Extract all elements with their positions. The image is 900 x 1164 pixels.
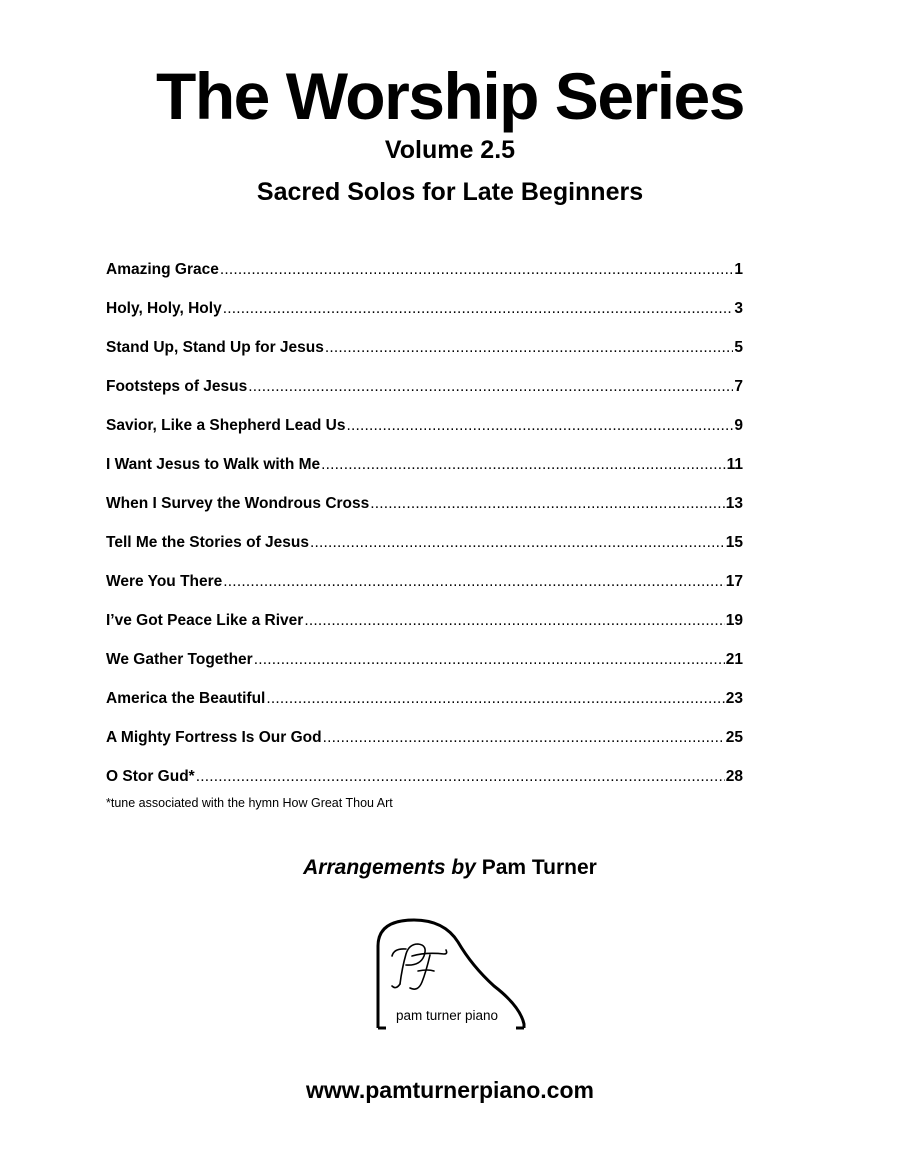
toc-entry xyxy=(106,376,743,415)
toc-leader-dots xyxy=(370,493,724,515)
table-of-contents xyxy=(106,259,743,805)
toc-entry-title: Amazing Grace xyxy=(106,261,219,278)
toc-entry-title: Were You There xyxy=(106,573,223,590)
toc-leader-dots xyxy=(254,649,725,671)
toc-entry-title: Stand Up, Stand Up for Jesus xyxy=(106,339,324,356)
toc-entry xyxy=(106,649,743,688)
arranger-name: Pam Turner xyxy=(481,856,597,879)
arranger-prefix: Arrangements by xyxy=(303,856,476,879)
toc-entry-title: A Mighty Fortress Is Our God xyxy=(106,729,322,746)
toc-leader-dots xyxy=(304,610,724,632)
toc-leader-dots xyxy=(248,376,733,398)
toc-entry xyxy=(106,298,743,337)
toc-entry-page: 17 xyxy=(725,573,743,590)
toc-entry-page: 7 xyxy=(734,378,743,395)
toc-entry xyxy=(106,532,743,571)
toc-leader-dots xyxy=(310,532,725,554)
toc-entry-title: Tell Me the Stories of Jesus xyxy=(106,534,309,551)
toc-entry-page: 23 xyxy=(725,690,743,707)
toc-entry-page: 9 xyxy=(734,417,743,434)
pt-monogram-icon xyxy=(392,944,447,989)
toc-entry xyxy=(106,337,743,376)
toc-entry-page: 13 xyxy=(725,495,743,512)
toc-entry-title: We Gather Together xyxy=(106,651,253,668)
toc-entry-title: I’ve Got Peace Like a River xyxy=(106,612,304,629)
volume-label: Volume 2.5 xyxy=(384,136,516,164)
pam-turner-piano-logo xyxy=(372,916,532,1032)
toc-entry-page: 5 xyxy=(734,339,743,356)
toc-entry-page: 11 xyxy=(726,456,743,473)
toc-entry-title: O Stor Gud* xyxy=(106,768,195,785)
toc-entry xyxy=(106,454,743,493)
toc-entry-title: Savior, Like a Shepherd Lead Us xyxy=(106,417,346,434)
arranger-credit xyxy=(0,854,900,882)
toc-entry xyxy=(106,727,743,766)
toc-entry-title: Footsteps of Jesus xyxy=(106,378,248,395)
toc-leader-dots xyxy=(346,415,733,437)
toc-leader-dots xyxy=(266,688,724,710)
toc-leader-dots xyxy=(223,298,734,320)
toc-entry-title: Holy, Holy, Holy xyxy=(106,300,222,317)
toc-entry xyxy=(106,259,743,298)
toc-entry xyxy=(106,415,743,454)
toc-entry-title: When I Survey the Wondrous Cross xyxy=(106,495,370,512)
logo-text: pam turner piano xyxy=(395,1008,499,1023)
footnote: *tune associated with the hymn How Great Thou Art xyxy=(106,796,393,810)
toc-entry-title: America the Beautiful xyxy=(106,690,266,707)
subtitle: Sacred Solos for Late Beginners xyxy=(256,178,644,206)
website-url: www.pamturnerpiano.com xyxy=(306,1077,594,1103)
toc-leader-dots xyxy=(196,766,725,788)
toc-entry-page: 19 xyxy=(725,612,743,629)
toc-leader-dots xyxy=(323,727,725,749)
toc-entry xyxy=(106,493,743,532)
toc-leader-dots xyxy=(321,454,725,476)
toc-entry xyxy=(106,571,743,610)
toc-entry-page: 1 xyxy=(734,261,743,278)
toc-leader-dots xyxy=(220,259,734,281)
toc-entry xyxy=(106,610,743,649)
toc-leader-dots xyxy=(223,571,724,593)
toc-leader-dots xyxy=(325,337,733,359)
page-title: The Worship Series xyxy=(156,59,744,133)
toc-entry-page: 15 xyxy=(725,534,743,551)
toc-entry-page: 3 xyxy=(734,300,743,317)
toc-entry-page: 21 xyxy=(725,651,743,668)
toc-entry xyxy=(106,688,743,727)
toc-entry-page: 28 xyxy=(725,768,743,785)
toc-entry-title: I Want Jesus to Walk with Me xyxy=(106,456,321,473)
toc-entry-page: 25 xyxy=(725,729,743,746)
